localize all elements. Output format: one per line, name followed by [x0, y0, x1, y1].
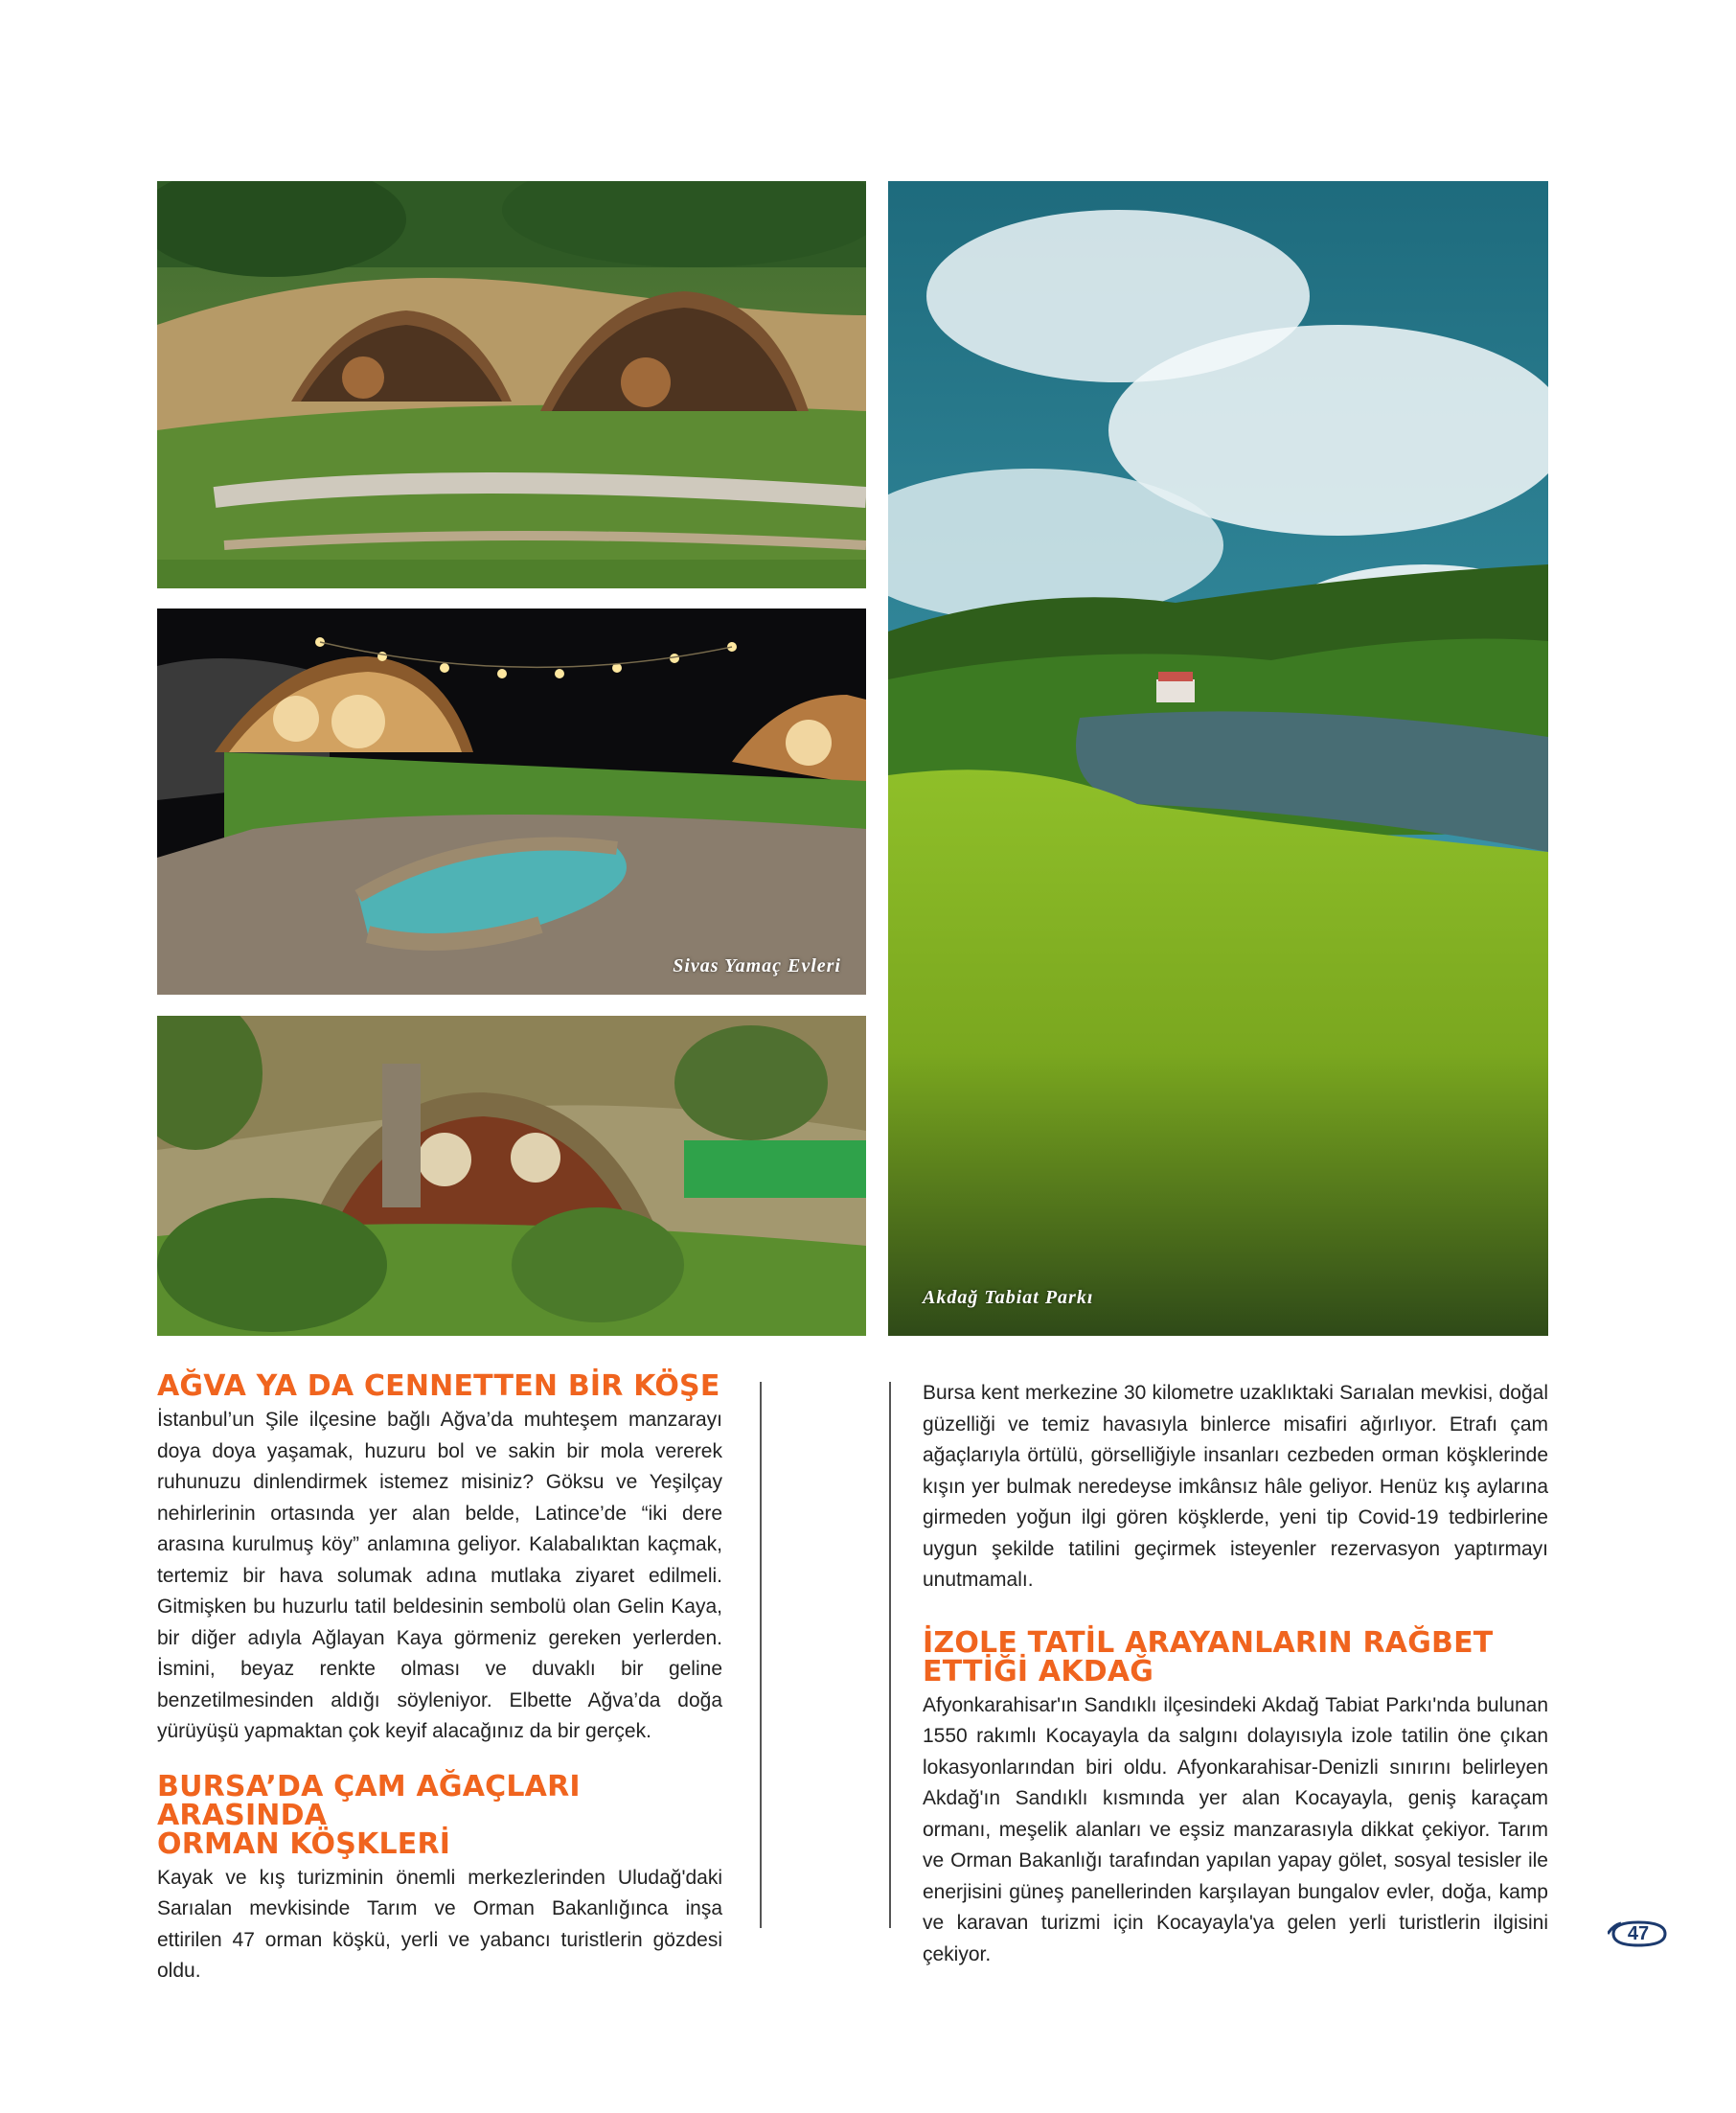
body-akdag: Afyonkarahisar'ın Sandıklı ilçesindeki Akdağ Tabiat Parkı'nda bulunan 1550 rakımlı Kocayayla da salgını dolayısıyla izole tatilin öne çıkan lokasyonlarından biri oldu. Afyonkarahisar-Denizli sınırını belirleyen Akdağ'ın Sandıklı kısmında yer alan Kocayayla, geniş karaçam ormanı, meşelik alanları ve eşsiz manzarasıyla dikkat çekiyor. Tarım ve Orman Bakanlığı tarafından yapılan yapay gölet, sosyal tesisler ile enerjisini güneş panellerinden karşılayan bungalov evler, doğa, kamp ve karavan turizmi için Kocayayla'ya gelen yerli turistlerin ilgisini çekiyor.	[923, 1693, 1548, 1965]
photo-akdag-lake	[888, 181, 1548, 1336]
photo-sivas-image	[157, 609, 866, 995]
photo-caption-akdag: Akdağ Tabiat Parkı	[923, 1287, 1094, 1308]
photo-bursa-image	[157, 1016, 866, 1336]
heading-akdag-line1: İZOLE TATİL ARAYANLARIN RAĞBET	[923, 1625, 1494, 1660]
body-bursa-continued: Bursa kent merkezine 30 kilometre uzaklıktaki Sarıalan mevkisi, doğal güzelliği ve temiz havasıyla binlerce misafiri ağırlıyor. Etrafı çam ağaçlarıyla örtülü, görselliğiyle insanları cezbeden orman köşklerinde kışın yer bulmak neredeyse imkânsız hâle geliyor. Henüz kış aylarına girmeden yoğun ilgi gören köşklerde, yeni tip Covid-19 tedbirlerine uygun şekilde tatilini geçirmek isteyenler rezervasyon yaptırmayı unutmamalı.	[923, 1382, 1548, 1591]
column-rule-left	[760, 1382, 762, 1928]
heading-akdag-line2: ETTİĞİ AKDAĞ	[923, 1654, 1154, 1688]
heading-agva: AĞVA YA DA CENNETTEN BİR KÖŞE	[157, 1369, 720, 1403]
page-number-badge	[1608, 1919, 1669, 1948]
page-number: 47	[1627, 1923, 1650, 1944]
column-left	[157, 1369, 722, 1987]
column-right	[923, 1378, 1548, 1970]
photo-bursa-house	[157, 1016, 866, 1336]
photo-akdag-image	[888, 181, 1548, 1336]
photo-agva-image	[157, 181, 866, 588]
body-agva: İstanbul’un Şile ilçesine bağlı Ağva’da muhteşem manzarayı doya doya yaşamak, huzuru bol ve sakin bir mola vererek ruhunuzu dinlendirmek istemez misiniz? Göksu ve Yeşilçay nehirlerinin ortasında yer alan belde, Latince’de “iki dere arasına kurulmuş köy” anlamına geliyor. Kalabalıktan kaçmak, tertemiz bir hava solumak adına mutlaka ziyaret edilmeli. Gitmişken bu huzurlu tatil beldesinin sembolü olan Gelin Kaya, bir diğer adıyla Ağlayan Kaya görmeniz gereken yerlerden. İsmini, beyaz renkte olması ve duvaklı bir geline benzetilmesinden aldığı söyleniyor. Elbette Ağva’da doğa yürüyüşü yapmaktan çok keyif alacağınız da bir gerçek.	[157, 1409, 722, 1742]
body-bursa: Kayak ve kış turizminin önemli merkezlerinden Uludağ'daki Sarıalan mevkisinde Tarım ve Orman Bakanlığınca inşa ettirilen 47 orman köşkü, yerli ve yabancı turistlerin gözdesi oldu.	[157, 1866, 722, 1982]
photo-agva-houses	[157, 181, 866, 588]
heading-bursa-line2: ORMAN KÖŞKLERİ	[157, 1826, 451, 1861]
heading-bursa-line1: BURSA’DA ÇAM AĞAÇLARI ARASINDA	[157, 1769, 581, 1832]
photo-sivas-night	[157, 609, 866, 995]
column-rule-right	[889, 1382, 891, 1928]
photo-caption-sivas: Sivas Yamaç Evleri	[673, 955, 841, 976]
